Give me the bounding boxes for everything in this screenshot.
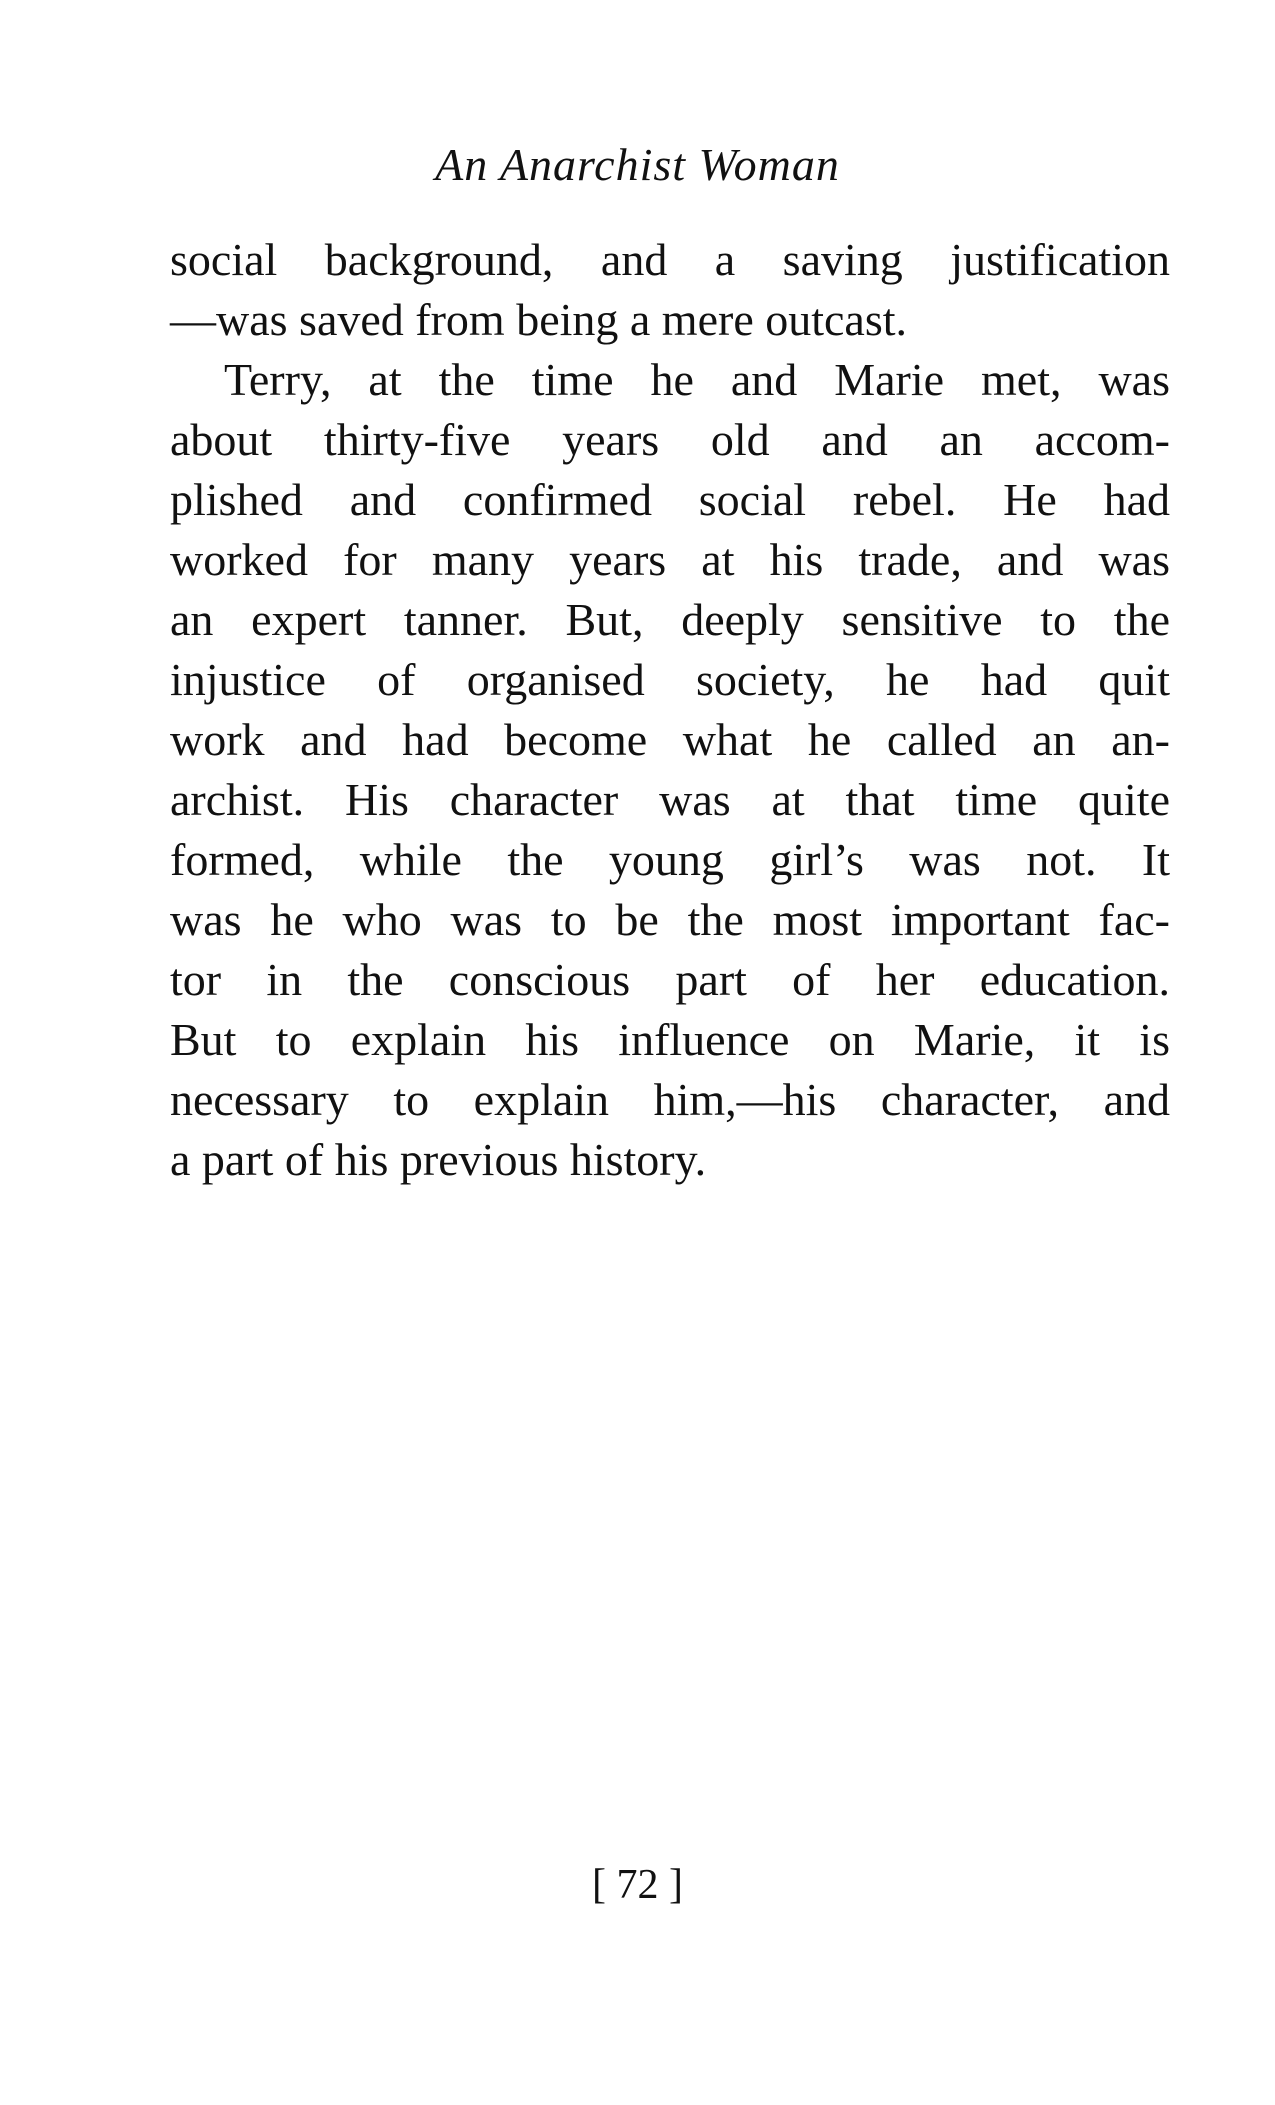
text-line: injustice of organised society, he had quit xyxy=(170,654,1170,705)
text-line: archist. His character was at that time quite xyxy=(170,774,1170,825)
text-line: an expert tanner. But, deeply sensitive to the xyxy=(170,594,1170,645)
text-line: a part of his previous history. xyxy=(170,1134,707,1185)
text-line: formed, while the young girl’s was not. It xyxy=(170,834,1170,885)
paragraph xyxy=(170,350,1170,1190)
text-line: about thirty-five years old and an accom- xyxy=(170,414,1170,465)
body-text xyxy=(170,230,1170,1190)
text-line: work and had become what he called an an- xyxy=(170,714,1170,765)
text-line: Terry, at the time he and Marie met, was xyxy=(224,354,1170,405)
text-line: tor in the conscious part of her education. xyxy=(170,954,1170,1005)
text-line: social background, and a saving justification xyxy=(170,234,1170,285)
text-line: But to explain his influence on Marie, it is xyxy=(170,1014,1170,1065)
text-line: worked for many years at his trade, and was xyxy=(170,534,1170,585)
text-line: —was saved from being a mere outcast. xyxy=(170,294,908,345)
paragraph xyxy=(170,230,1170,350)
text-line: was he who was to be the most important fac- xyxy=(170,894,1170,945)
text-line: necessary to explain him,—his character, and xyxy=(170,1074,1170,1125)
page-number: [ 72 ] xyxy=(592,1862,683,1908)
text-line: plished and confirmed social rebel. He had xyxy=(170,474,1170,525)
running-head: An Anarchist Woman xyxy=(435,139,840,190)
